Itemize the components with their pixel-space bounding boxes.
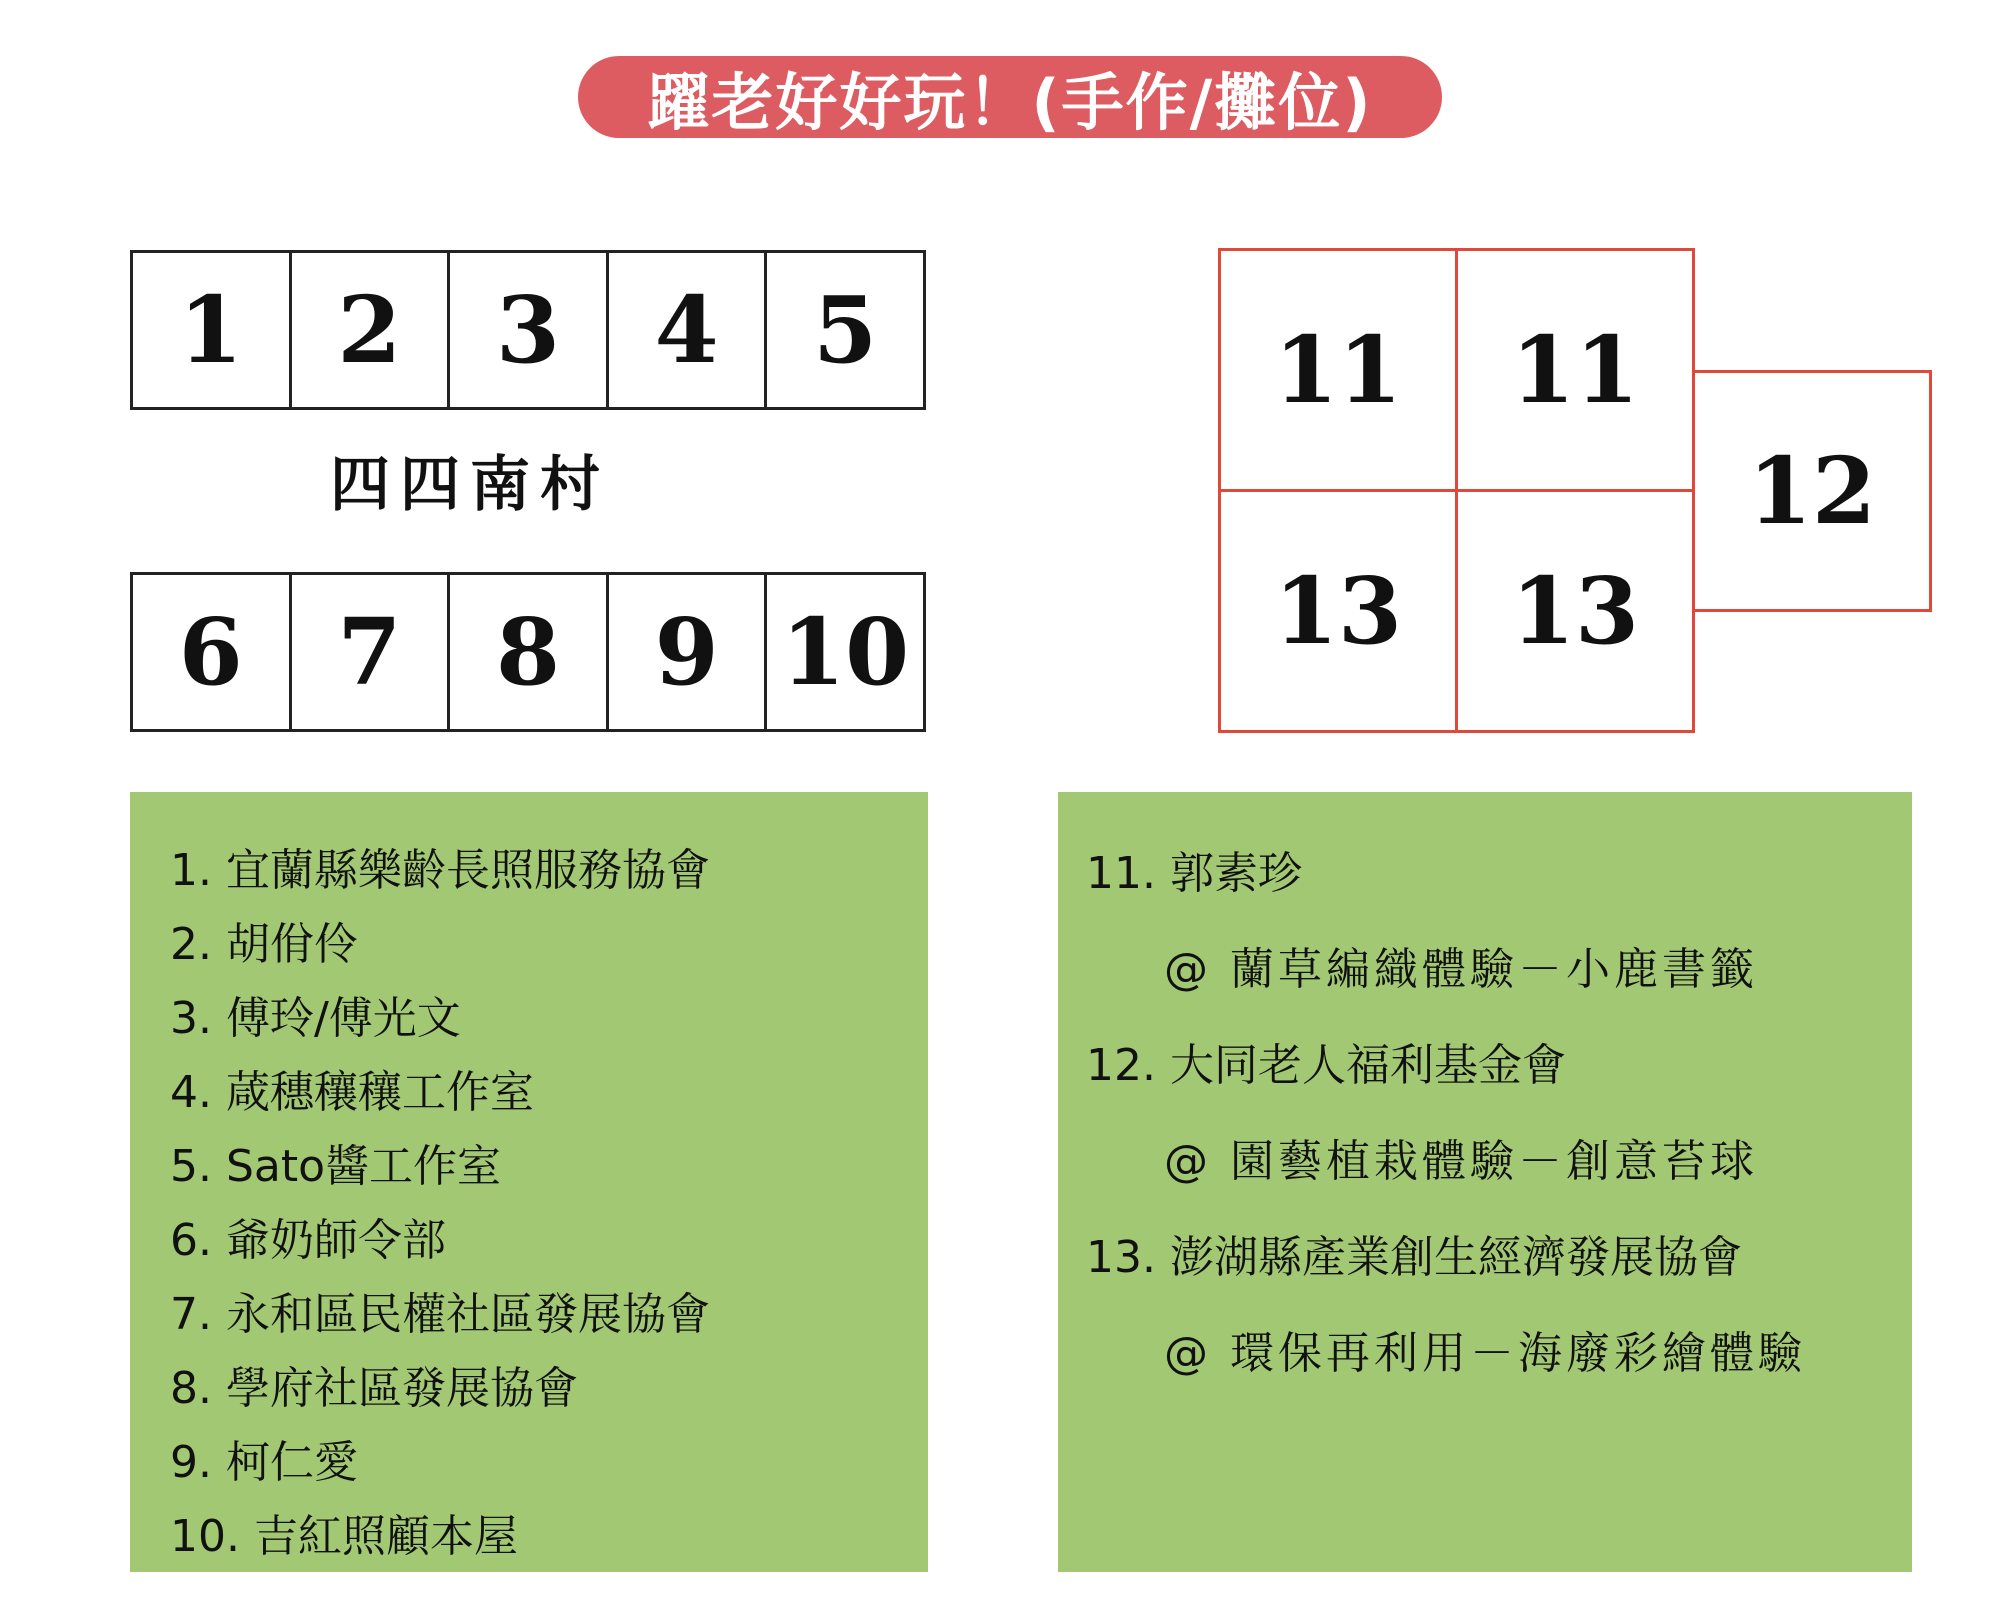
booth-8: 8 — [450, 575, 609, 729]
booth-4: 4 — [609, 253, 768, 407]
list-item: 4. 葴穗穰穰工作室 — [170, 1067, 534, 1118]
booth-row-top — [130, 250, 926, 410]
vendor-name: 11. 郭素珍 — [1086, 848, 1302, 899]
booth-3: 3 — [450, 253, 609, 407]
list-item: 2. 胡佾伶 — [170, 919, 358, 970]
vendor-activity: @ 園藝植栽體驗－創意苔球 — [1164, 1136, 1758, 1187]
left-vendor-panel — [130, 792, 928, 1572]
vendor-name: 12. 大同老人福利基金會 — [1086, 1040, 1566, 1091]
booth-10: 10 — [781, 598, 910, 706]
vendor-activity: @ 環保再利用－海廢彩繪體驗 — [1164, 1328, 1806, 1379]
list-item: 7. 永和區民權社區發展協會 — [170, 1289, 710, 1340]
page-title: 躍老好好玩！(手作/攤位) — [578, 56, 1442, 138]
list-item: 10. 吉紅照顧本屋 — [170, 1511, 518, 1562]
booth-6: 6 — [133, 575, 292, 729]
list-item: 9. 柯仁愛 — [170, 1437, 358, 1488]
village-label: 四四南村 — [330, 450, 610, 520]
booth-1: 1 — [133, 253, 292, 407]
list-item: 3. 傅玲/傅光文 — [170, 993, 461, 1044]
booth-13-left: 13 — [1218, 489, 1458, 733]
booth-13-right: 13 — [1455, 489, 1695, 733]
booth-11-left: 11 — [1218, 248, 1458, 492]
booth-7: 7 — [292, 575, 451, 729]
booth-row-bottom — [130, 572, 926, 732]
booth-11-right: 11 — [1455, 248, 1695, 492]
vendor-activity: @ 蘭草編織體驗－小鹿書籤 — [1164, 944, 1758, 995]
vendor-name: 13. 澎湖縣產業創生經濟發展協會 — [1086, 1232, 1742, 1283]
booth-9: 9 — [609, 575, 768, 729]
list-item: 8. 學府社區發展協會 — [170, 1363, 578, 1414]
booth-5: 5 — [813, 276, 878, 384]
list-item: 5. Sato醬工作室 — [170, 1141, 502, 1192]
booth-2: 2 — [292, 253, 451, 407]
right-vendor-panel — [1058, 792, 1912, 1572]
list-item: 6. 爺奶師令部 — [170, 1215, 446, 1266]
booth-12: 12 — [1692, 370, 1932, 612]
list-item: 1. 宜蘭縣樂齡長照服務協會 — [170, 845, 710, 896]
